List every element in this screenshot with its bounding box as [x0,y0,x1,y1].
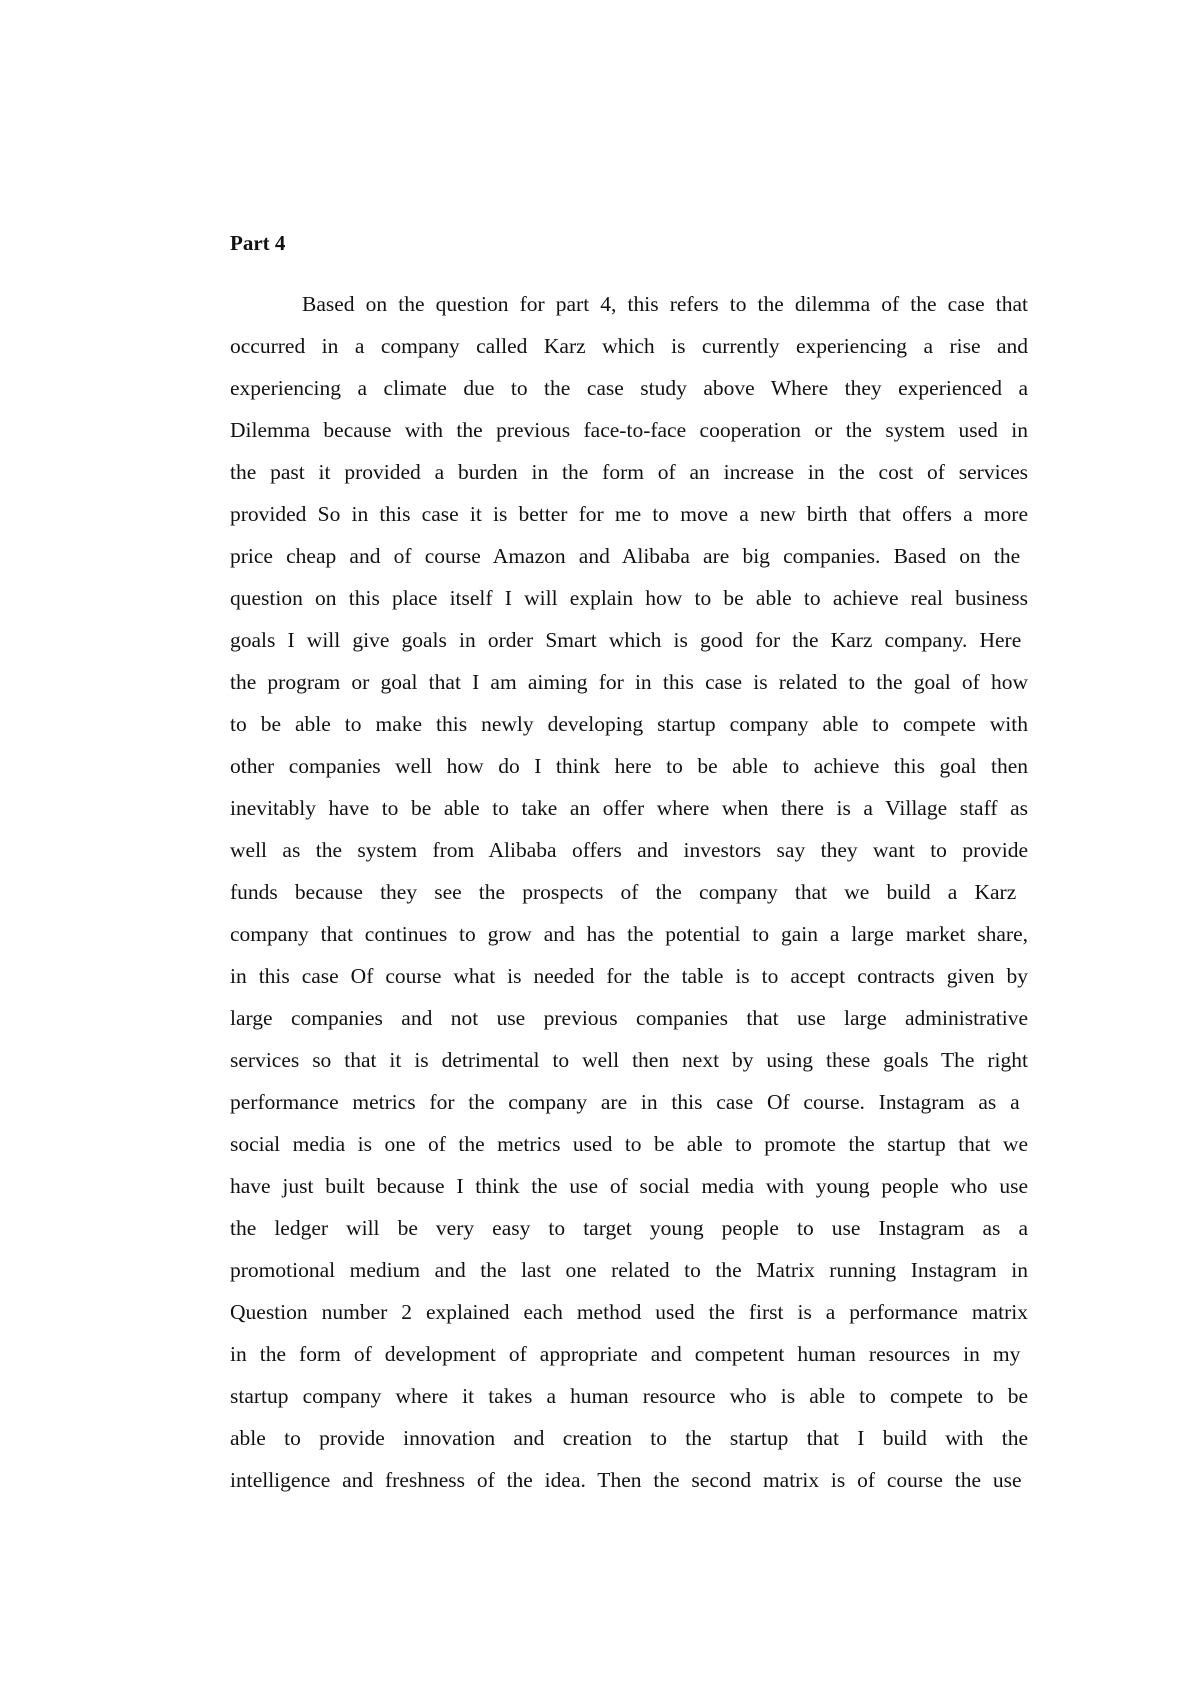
text-line: the program or goal that I am aiming for in this case is related to the goal of how [230,670,1028,694]
text-line: services so that it is detrimental to well then next by using these goals The right [230,1048,1028,1072]
text-line: occurred in a company called Karz which is currently experiencing a rise and [230,334,1028,358]
text-line: provided So in this case it is better for me to move a new birth that offers a more [230,502,1028,526]
text-line: Question number 2 explained each method used the first is a performance matrix [230,1300,1028,1324]
text-line: Based on the question for part 4, this refers to the dilemma of the case that [302,292,1028,316]
text-line: other companies well how do I think here to be able to achieve this goal then [230,754,1028,778]
text-line: social media is one of the metrics used to be able to promote the startup that we [230,1132,1028,1156]
text-line: performance metrics for the company are in this case Of course. Instagram as a [230,1090,1020,1114]
section-heading: Part 4 [230,231,286,255]
body-paragraph [230,283,1028,1501]
text-line: in the form of development of appropriate and competent human resources in my [230,1342,1021,1366]
text-line: large companies and not use previous companies that use large administrative [230,1006,1028,1030]
text-line: able to provide innovation and creation to the startup that I build with the [230,1426,1028,1450]
text-line: startup company where it takes a human resource who is able to compete to be [230,1384,1028,1408]
text-line: intelligence and freshness of the idea. Then the second matrix is of course the use [230,1468,1022,1492]
text-line: have just built because I think the use of social media with young people who use [230,1174,1028,1198]
text-line: in this case Of course what is needed for the table is to accept contracts given by [230,964,1028,988]
text-line: well as the system from Alibaba offers and investors say they want to provide [230,838,1028,862]
text-line: experiencing a climate due to the case study above Where they experienced a [230,376,1028,400]
text-line: funds because they see the prospects of the company that we build a Karz [230,880,1017,904]
text-line: goals I will give goals in order Smart which is good for the Karz company. Here [230,628,1022,652]
text-line: promotional medium and the last one related to the Matrix running Instagram in [230,1258,1028,1282]
text-line: the ledger will be very easy to target young people to use Instagram as a [230,1216,1028,1240]
text-line: the past it provided a burden in the form of an increase in the cost of services [230,460,1028,484]
text-line: to be able to make this newly developing startup company able to compete with [230,712,1028,736]
text-line: company that continues to grow and has the potential to gain a large market share, [230,922,1028,946]
text-line: inevitably have to be able to take an offer where when there is a Village staff as [230,796,1028,820]
text-line: Dilemma because with the previous face-to-face cooperation or the system used in [230,418,1028,442]
text-line: question on this place itself I will explain how to be able to achieve real business [230,586,1028,610]
text-line: price cheap and of course Amazon and Alibaba are big companies. Based on the [230,544,1021,568]
